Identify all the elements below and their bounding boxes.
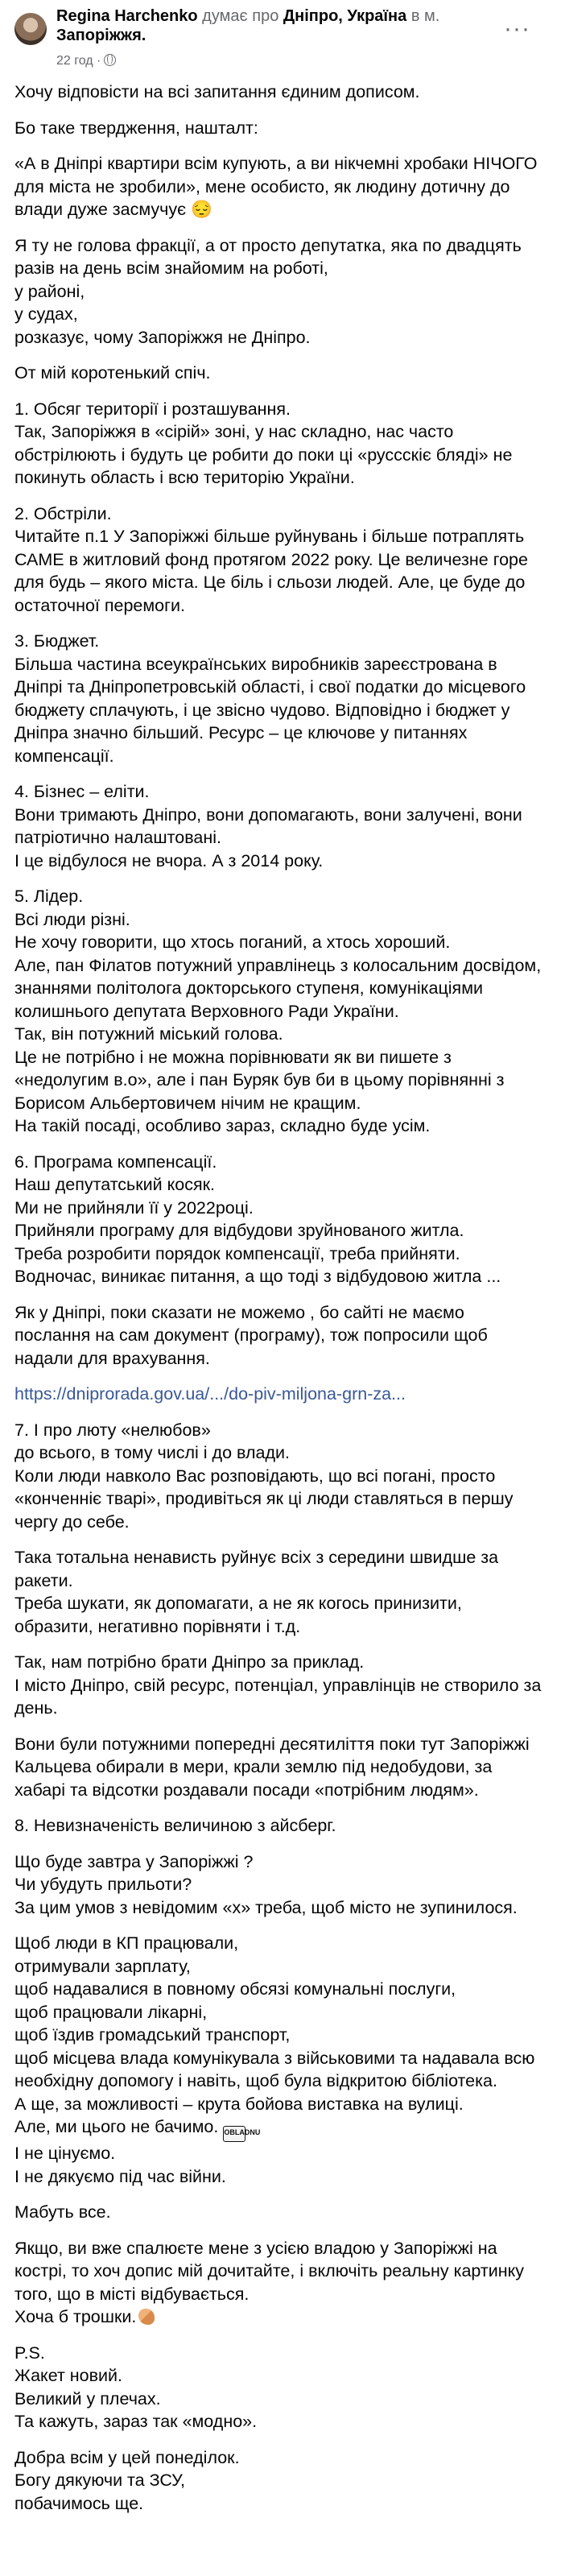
text-line: Більша частина всеукраїнських виробників зареєстрована в Дніпрі та Дніпропетровській області, і свої податки до місцевого бюджету сплачують, і це звісно чудово. Відповідно і бюджет у Дніпра значно більший. Ресурс – це ключове у питаннях компенсації. (14, 654, 526, 766)
post-meta (56, 53, 116, 69)
author-name[interactable]: Regina Harchenko (56, 7, 198, 25)
section-7 (14, 1419, 542, 1534)
text-line: у судах, (14, 304, 78, 324)
location-city[interactable]: Запоріжжя. (56, 27, 146, 44)
text-line: І не цінуємо. (14, 2144, 116, 2163)
text-line: Вони тримають Дніпро, вони допомагають, вони залучені, вони патріотично налаштовані. (14, 804, 522, 847)
text-line: Так, він потужний міський голова. (14, 1024, 283, 1044)
text-line: щоб їздив громадський транспорт, (14, 2025, 291, 2045)
section-title: 1. Обсяг території і розташування. (14, 399, 291, 419)
text-line: Не хочу говорити, що хтось поганий, а хтось хороший. (14, 932, 451, 952)
text-line: Така тотальна ненависть руйнує всіх з середини швидше за ракети. (14, 1548, 499, 1590)
text-line: Чи убудуть прильоти? (14, 1875, 192, 1894)
section-title: 7. І про люту «нелюбов» (14, 1420, 211, 1440)
text-line: до всього, в тому числі і до влади. (14, 1443, 290, 1462)
text-line: Всі люди різні. (14, 909, 130, 929)
paragraph: Хочу відповісти на всі запитання єдиним дописом. (14, 82, 420, 101)
paragraph (14, 1383, 542, 1406)
globe-icon (104, 54, 116, 66)
text-line: Наш депутатський косяк. (14, 1175, 216, 1194)
text-line: Прийняли програму для відбудови зруйнованого житла. (14, 1221, 464, 1240)
text-line: у районі, (14, 281, 85, 301)
text-line: Коли люди навколо Вас розповідають, що всі погані, просто «конченніє тварі», продивіться як ці люди ставляться в першу чергу до себе. (14, 1466, 514, 1532)
author-line (56, 6, 507, 45)
section-1 (14, 398, 542, 490)
paragraph: Як у Дніпрі, поки сказати не можемо , бо сайті не маємо послання на сам документ (програму), тож попросили щоб надали для врахування. (14, 1302, 488, 1368)
paragraph (14, 234, 542, 349)
post-header (0, 0, 561, 77)
paragraph (14, 1651, 542, 1720)
text-line: Жакет новий. (14, 2366, 123, 2385)
section-5 (14, 885, 542, 1138)
paragraph (14, 1932, 542, 2188)
paragraph (14, 1546, 542, 1638)
text-line: Але, ми цього не бачимо. (14, 2117, 219, 2136)
text-line: Треба шукати, як допомагати, а не як когось принизити, образити, негативно порівняти і т.д. (14, 1594, 462, 1636)
text-line: На такій посаді, особливо зараз, складно буде усім. (14, 1116, 431, 1135)
text-line: Так, нам потрібно брати Дніпро за приклад. (14, 1652, 365, 1672)
section-title: 5. Лідер. (14, 887, 84, 906)
tagged-place[interactable]: Дніпро, Україна (283, 7, 407, 25)
text-line: отримували зарплату, (14, 1956, 191, 1976)
section-6 (14, 1151, 542, 1288)
text-line: Та кажуть, зараз так «модно». (14, 2412, 258, 2431)
location-connector: в м. (410, 7, 440, 25)
text-line: побачимось ще. (14, 2493, 144, 2513)
section-title: 6. Програма компенсації. (14, 1152, 217, 1172)
text-line: щоб працювали лікарні, (14, 2002, 208, 2022)
section-2 (14, 502, 542, 618)
text-line: Що буде завтра у Запоріжжі ? (14, 1851, 254, 1871)
text-line: Хоча б трошки. (14, 2307, 137, 2326)
text-line: Великий у плечах. (14, 2388, 161, 2409)
text-line: І це відбулося не вчора. А з 2014 року. (14, 850, 324, 870)
text-line: Щоб люди в КП працювали, (14, 1933, 239, 1953)
paragraph: Вони були потужними попередні десятиліття поки тут Запоріжжі Кальцева обирали в мери, крали землю під недобудови, за хабарі та відсотки роздавали посади «потрібним людям». (14, 1734, 530, 1800)
paragraph (14, 1850, 542, 1920)
obladnu-emoji-icon: OBLADNU (223, 2126, 245, 2142)
paragraph: Мабуть все. (14, 2202, 111, 2222)
text-line: Ми не прийняли її у 2022році. (14, 1197, 254, 1218)
postscript (14, 2342, 542, 2433)
section-title: 4. Бізнес – еліти. (14, 782, 150, 801)
section-4 (14, 780, 542, 872)
text-line: P.S. (14, 2342, 45, 2363)
section-3 (14, 630, 542, 767)
text-line: Якщо, ви вже спалюєте мене з усією владою у Запоріжжі на кострі, то хоч допис мій дочитайте, і включіть реальну картинку того, що в місті відбувається. (14, 2238, 525, 2304)
activity-verb: думає про (202, 7, 279, 25)
closing (14, 2446, 542, 2516)
text-line: щоб надавалися в повному обсязі комунальні послуги, (14, 1979, 456, 1999)
text-line: Добра всім у цей понеділок. (14, 2447, 240, 2467)
text-line: Водночас, виникає питання, а що тоді з відбудовою житла ... (14, 1267, 501, 1286)
post-time[interactable]: 22 год · (56, 54, 101, 68)
text-line: І місто Дніпро, свій ресурс, потенціал, управлінців не створило за день. (14, 1675, 542, 1718)
text-line: І не дякуємо під час війни. (14, 2166, 226, 2186)
paragraph: Бо таке твердження, нашталт: (14, 118, 258, 138)
text-line: Треба розробити порядок компенсації, треба прийняти. (14, 1243, 460, 1263)
text-line: Так, Запоріжжя в «сірій» зоні, у нас складно, нас часто обстрілюють і будуть це робити до поки ці «руссскіє бляді» не покинуть область і всю територію України. (14, 422, 513, 487)
more-options-icon[interactable]: ··· (504, 15, 530, 42)
section-title: 2. Обстріли. (14, 503, 112, 523)
text-line: Я ту не голова фракції, а от просто депутатка, яка по двадцять разів на день всім знайомим на роботі, (14, 235, 522, 278)
flexed-biceps-icon (138, 2309, 155, 2325)
text-line: Читайте п.1 У Запоріжжі більше руйнувань і більше потраплять САМЕ в житловий фонд протягом 2022 року. Це величезне горе для будь – якого міста. Це біль і сльози людей. Але, це буде до остаточної перемоги. (14, 527, 528, 615)
author-avatar[interactable] (14, 13, 47, 45)
text-line: А ще, за можливості – крута бойова виставка на вулиці. (14, 2094, 464, 2114)
post-body (14, 81, 542, 2528)
section-8-title: 8. Невизначеність величиною з айсберг. (14, 1816, 336, 1835)
text-line: щоб місцева влада комунікувала з військовими та надавала всю необхідну допомогу і навіть, щоб була відкритою бібліотека. (14, 2048, 535, 2090)
text-line: Богу дякуючи та ЗСУ, (14, 2471, 185, 2490)
text-line: розказує, чому Запоріжжя не Дніпро. (14, 327, 311, 347)
text-line: За цим умов з невідомим «х» треба, щоб місто не зупинилося. (14, 1897, 518, 1917)
text-line: Але, пан Філатов потужний управлінець з колосальним досвідом, знаннями політолога докторського ступеня, комунікаціями колишнього депутата Верховного Ради України. (14, 955, 542, 1021)
paragraph: От мій коротенький спіч. (14, 363, 211, 382)
paragraph: «А в Дніпрі квартири всім купують, а ви нікчемні хробаки НІЧОГО для міста не зробили», мене особисто, як людину дотичну до влади дуже засмучує 😔 (14, 154, 538, 219)
paragraph (14, 2237, 542, 2329)
section-title: 3. Бюджет. (14, 631, 100, 651)
text-line: Це не потрібно і не можна порівнювати як ви пишете з «недолугим в.о», але і пан Буряк був би в цьому порівнянні з Борисом Альбертовичем нічим не кращим. (14, 1047, 505, 1113)
program-link[interactable]: https://dniprorada.gov.ua/.../do-piv-miljona-grn-za... (14, 1384, 406, 1404)
